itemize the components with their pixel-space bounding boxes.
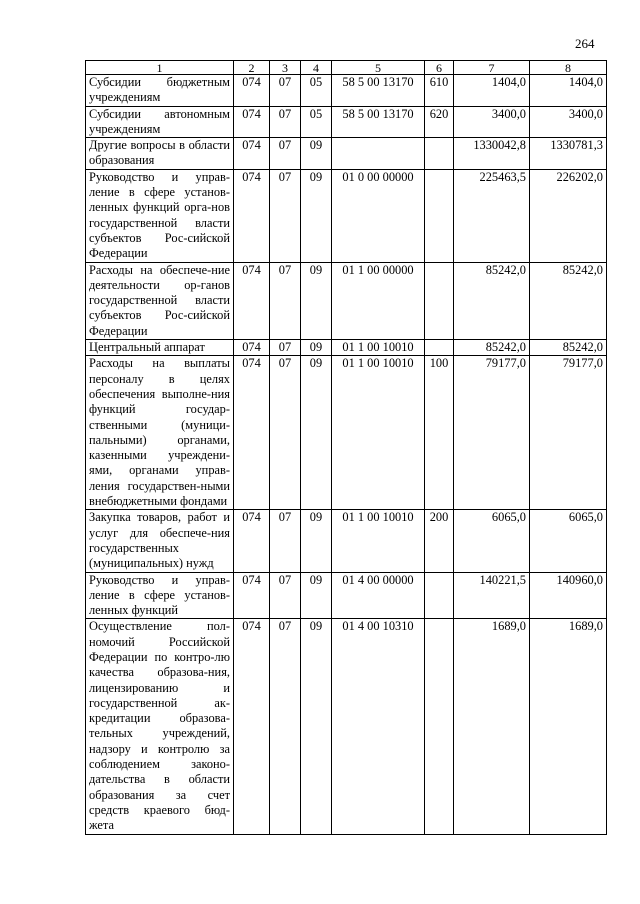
expense-type-code: 200	[425, 510, 454, 572]
section-code: 07	[270, 572, 301, 619]
column-header: 7	[454, 61, 530, 75]
row-name: Другие вопросы в области образования	[86, 138, 234, 170]
table-row	[86, 262, 607, 339]
subsection-code: 05	[301, 75, 332, 107]
section-code: 07	[270, 262, 301, 339]
amount-year-2: 1689,0	[530, 619, 607, 834]
table-row	[86, 169, 607, 262]
expense-type-code	[425, 138, 454, 170]
admin-code: 074	[234, 356, 270, 510]
section-code: 07	[270, 340, 301, 356]
target-article-code	[332, 138, 425, 170]
section-code: 07	[270, 169, 301, 262]
row-name: Осуществление пол-номочий Российской Федерации по контро-лю качества образова-ния, лицензированию и государственной ак-кредитации образова-тельных учреждений, надзору и контролю за соблюдением законо-дательства в области образования за счет средств краевого бюд-жета	[86, 619, 234, 834]
target-article-code: 01 1 00 00000	[332, 262, 425, 339]
row-name: Руководство и управ-ление в сфере установ-ленных функций орга-нов государственной власти субъектов Рос-сийской Федерации	[86, 169, 234, 262]
admin-code: 074	[234, 169, 270, 262]
row-name: Центральный аппарат	[86, 340, 234, 356]
table-row	[86, 619, 607, 834]
target-article-code: 01 1 00 10010	[332, 510, 425, 572]
section-code: 07	[270, 138, 301, 170]
subsection-code: 09	[301, 262, 332, 339]
target-article-code: 01 1 00 10010	[332, 356, 425, 510]
amount-year-2: 226202,0	[530, 169, 607, 262]
section-code: 07	[270, 106, 301, 138]
section-code: 07	[270, 510, 301, 572]
target-article-code: 58 5 00 13170	[332, 106, 425, 138]
subsection-code: 09	[301, 169, 332, 262]
amount-year-2: 1404,0	[530, 75, 607, 107]
admin-code: 074	[234, 262, 270, 339]
subsection-code: 09	[301, 572, 332, 619]
admin-code: 074	[234, 510, 270, 572]
section-code: 07	[270, 619, 301, 834]
row-name: Расходы на обеспече-ние деятельности ор-ганов государственной власти субъектов Рос-сийской Федерации	[86, 262, 234, 339]
target-article-code: 01 0 00 00000	[332, 169, 425, 262]
subsection-code: 05	[301, 106, 332, 138]
table-row	[86, 75, 607, 107]
amount-year-2: 85242,0	[530, 262, 607, 339]
target-article-code: 01 1 00 10010	[332, 340, 425, 356]
header-row	[86, 61, 607, 75]
row-name: Закупка товаров, работ и услуг для обеспече-ния государственных (муниципальных) нужд	[86, 510, 234, 572]
admin-code: 074	[234, 106, 270, 138]
amount-year-2: 1330781,3	[530, 138, 607, 170]
subsection-code: 09	[301, 356, 332, 510]
amount-year-1: 1330042,8	[454, 138, 530, 170]
admin-code: 074	[234, 572, 270, 619]
amount-year-2: 140960,0	[530, 572, 607, 619]
column-header: 4	[301, 61, 332, 75]
table-row	[86, 356, 607, 510]
column-header: 1	[86, 61, 234, 75]
budget-table	[85, 60, 607, 835]
column-header: 2	[234, 61, 270, 75]
subsection-code: 09	[301, 340, 332, 356]
target-article-code: 58 5 00 13170	[332, 75, 425, 107]
amount-year-2: 79177,0	[530, 356, 607, 510]
amount-year-1: 225463,5	[454, 169, 530, 262]
table-row	[86, 106, 607, 138]
expense-type-code: 100	[425, 356, 454, 510]
admin-code: 074	[234, 340, 270, 356]
column-header: 5	[332, 61, 425, 75]
row-name: Расходы на выплаты персоналу в целях обеспечения выполне-ния функций государ-ственными (муници-пальными) органами, казенными учреждени-ями, органами управ-ления государствен-ными внебюджетными фондами	[86, 356, 234, 510]
amount-year-1: 85242,0	[454, 262, 530, 339]
amount-year-1: 3400,0	[454, 106, 530, 138]
target-article-code: 01 4 00 10310	[332, 619, 425, 834]
subsection-code: 09	[301, 510, 332, 572]
amount-year-1: 6065,0	[454, 510, 530, 572]
column-header: 3	[270, 61, 301, 75]
expense-type-code: 620	[425, 106, 454, 138]
table-row	[86, 138, 607, 170]
amount-year-1: 1404,0	[454, 75, 530, 107]
amount-year-1: 79177,0	[454, 356, 530, 510]
subsection-code: 09	[301, 619, 332, 834]
expense-type-code	[425, 572, 454, 619]
expense-type-code	[425, 169, 454, 262]
row-name: Руководство и управ-ление в сфере установ-ленных функций	[86, 572, 234, 619]
expense-type-code	[425, 262, 454, 339]
section-code: 07	[270, 75, 301, 107]
admin-code: 074	[234, 619, 270, 834]
amount-year-1: 140221,5	[454, 572, 530, 619]
row-name: Субсидии автономным учреждениям	[86, 106, 234, 138]
admin-code: 074	[234, 138, 270, 170]
expense-type-code	[425, 340, 454, 356]
admin-code: 074	[234, 75, 270, 107]
table-row	[86, 572, 607, 619]
section-code: 07	[270, 356, 301, 510]
expense-type-code	[425, 619, 454, 834]
amount-year-2: 6065,0	[530, 510, 607, 572]
amount-year-1: 85242,0	[454, 340, 530, 356]
amount-year-1: 1689,0	[454, 619, 530, 834]
row-name: Субсидии бюджетным учреждениям	[86, 75, 234, 107]
page-number: 264	[575, 36, 595, 51]
subsection-code: 09	[301, 138, 332, 170]
target-article-code: 01 4 00 00000	[332, 572, 425, 619]
expense-type-code: 610	[425, 75, 454, 107]
column-header: 6	[425, 61, 454, 75]
amount-year-2: 3400,0	[530, 106, 607, 138]
amount-year-2: 85242,0	[530, 340, 607, 356]
column-header: 8	[530, 61, 607, 75]
table-row	[86, 340, 607, 356]
table-row	[86, 510, 607, 572]
